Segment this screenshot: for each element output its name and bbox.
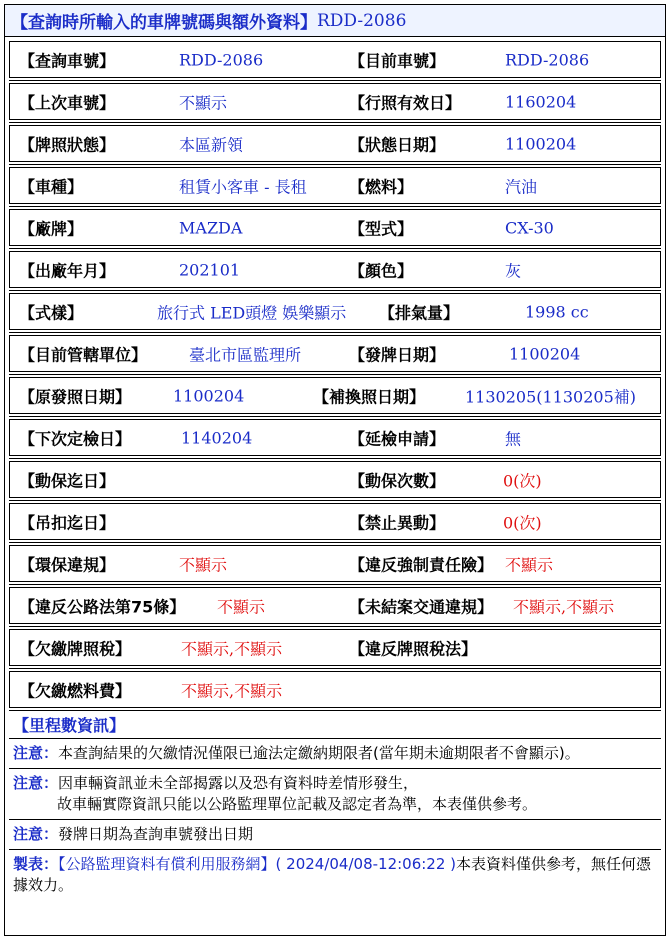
mileage-section-title: 【里程數資訊】 <box>9 711 661 739</box>
field-value: 不顯示 <box>179 555 228 574</box>
table-row <box>9 81 661 123</box>
field-label: 【禁止異動】 <box>349 513 446 532</box>
field-label: 【式樣】 <box>19 303 84 322</box>
field-value: 不顯示,不顯示 <box>181 639 283 658</box>
table-row <box>9 207 661 249</box>
field-label: 【發牌日期】 <box>349 345 446 364</box>
note-text: 本查詢結果的欠繳情況僅限已逾法定繳納期限者(當年期未逾期限者不會顯示)。 <box>58 744 580 762</box>
field-label: 【違反牌照稅法】 <box>349 639 478 658</box>
field-value: 1100204 <box>505 134 577 153</box>
field-value: RDD-2086 <box>505 50 590 69</box>
field-value: 無 <box>505 429 522 448</box>
field-label: 【查詢車號】 <box>19 51 116 70</box>
field-value: 不顯示 <box>505 555 554 574</box>
field-value: 1160204 <box>505 92 577 111</box>
field-value: 1998 cc <box>525 302 589 321</box>
footer-label: 製表： <box>13 855 59 873</box>
table-row <box>9 123 661 165</box>
field-label: 【廠牌】 <box>19 219 84 238</box>
field-label: 【排氣量】 <box>379 303 460 322</box>
field-label: 【出廠年月】 <box>19 261 116 280</box>
field-value: 1140204 <box>181 428 253 447</box>
field-value: MAZDA <box>179 218 243 237</box>
field-value: 不顯示 <box>217 597 266 616</box>
table-row <box>9 543 661 585</box>
field-value: 灰 <box>505 261 522 280</box>
page-title <box>5 5 665 37</box>
field-label: 【下次定檢日】 <box>19 429 132 448</box>
table-row <box>9 291 661 333</box>
field-label: 【違反公路法第75條】 <box>19 597 186 616</box>
report-frame <box>4 4 666 936</box>
field-value: 旅行式 LED頭燈 娛樂顯示 <box>157 303 347 322</box>
note-label: 注意： <box>13 825 59 843</box>
title-bracket: 【查詢時所輸入的車牌號碼與額外資料】 <box>11 13 317 33</box>
table-row <box>9 375 661 417</box>
note-text: 發牌日期為查詢車號發出日期 <box>58 825 254 843</box>
note-label: 注意： <box>13 744 59 762</box>
field-label: 【違反強制責任險】 <box>349 555 494 574</box>
note-2 <box>9 769 661 820</box>
field-label: 【行照有效日】 <box>349 93 462 112</box>
field-value: 0(次) <box>503 513 542 532</box>
field-value: 本區新領 <box>179 135 244 154</box>
field-value: 1100204 <box>173 386 245 405</box>
table-row <box>9 459 661 501</box>
field-label: 【上次車號】 <box>19 93 116 112</box>
field-label: 【補換照日期】 <box>313 387 426 406</box>
note-label: 注意： <box>13 774 59 792</box>
table-row <box>9 417 661 459</box>
row-box <box>9 167 661 204</box>
field-label: 【原發照日期】 <box>19 387 132 406</box>
title-plate: RDD-2086 <box>317 10 407 31</box>
table-row <box>9 669 661 711</box>
table-row <box>9 501 661 543</box>
field-value: 不顯示 <box>179 93 228 112</box>
footer-text: 本表資料僅供參考，無任何憑據效力。 <box>13 855 652 894</box>
field-value: 202101 <box>179 260 241 279</box>
field-label: 【狀態日期】 <box>349 135 446 154</box>
field-value: 1100204 <box>509 344 581 363</box>
field-label: 【目前車號】 <box>349 51 446 70</box>
table-row <box>9 39 661 81</box>
field-label: 【動保迄日】 <box>19 471 116 490</box>
field-label: 【延檢申請】 <box>349 429 446 448</box>
table-row <box>9 627 661 669</box>
field-value: 汽油 <box>505 177 538 196</box>
note-text: 因車輛資訊並未全部揭露以及恐有資料時差情形發生， <box>58 774 419 792</box>
field-value: 臺北市區監理所 <box>189 345 302 364</box>
footer-time: ( 2024/04/08-12:06:22 ) <box>275 855 457 873</box>
row-box <box>9 209 661 246</box>
field-label: 【目前管轄單位】 <box>19 345 148 364</box>
field-label: 【欠繳燃料費】 <box>19 681 132 700</box>
table-row <box>9 333 661 375</box>
field-value: 不顯示,不顯示 <box>513 597 615 616</box>
table-row <box>9 165 661 207</box>
field-label: 【燃料】 <box>349 177 414 196</box>
field-label: 【動保次數】 <box>349 471 446 490</box>
field-value: 不顯示,不顯示 <box>181 681 283 700</box>
field-value: 0(次) <box>503 471 542 490</box>
table-row <box>9 249 661 291</box>
field-label: 【未結案交通違規】 <box>349 597 494 616</box>
field-label: 【顏色】 <box>349 261 414 280</box>
field-value: 1130205(1130205補) <box>465 387 637 406</box>
field-label: 【吊扣迄日】 <box>19 513 116 532</box>
note-1 <box>9 739 661 769</box>
field-value: 租賃小客車 - 長租 <box>179 177 307 196</box>
field-label: 【車種】 <box>19 177 84 196</box>
field-label: 【型式】 <box>349 219 414 238</box>
data-rows <box>5 37 665 711</box>
footer <box>9 850 661 900</box>
field-label: 【欠繳牌照稅】 <box>19 639 132 658</box>
table-row <box>9 585 661 627</box>
field-label: 【環保違規】 <box>19 555 116 574</box>
field-value: CX-30 <box>505 218 554 237</box>
footer-service: 【公路監理資料有償利用服務網】 <box>58 855 276 873</box>
note-3 <box>9 820 661 850</box>
field-label: 【牌照狀態】 <box>19 135 116 154</box>
field-value: RDD-2086 <box>179 50 264 69</box>
note-text-line2: 故車輛實際資訊只能以公路監理單位記載及認定者為準，本表僅供參考。 <box>57 795 538 813</box>
